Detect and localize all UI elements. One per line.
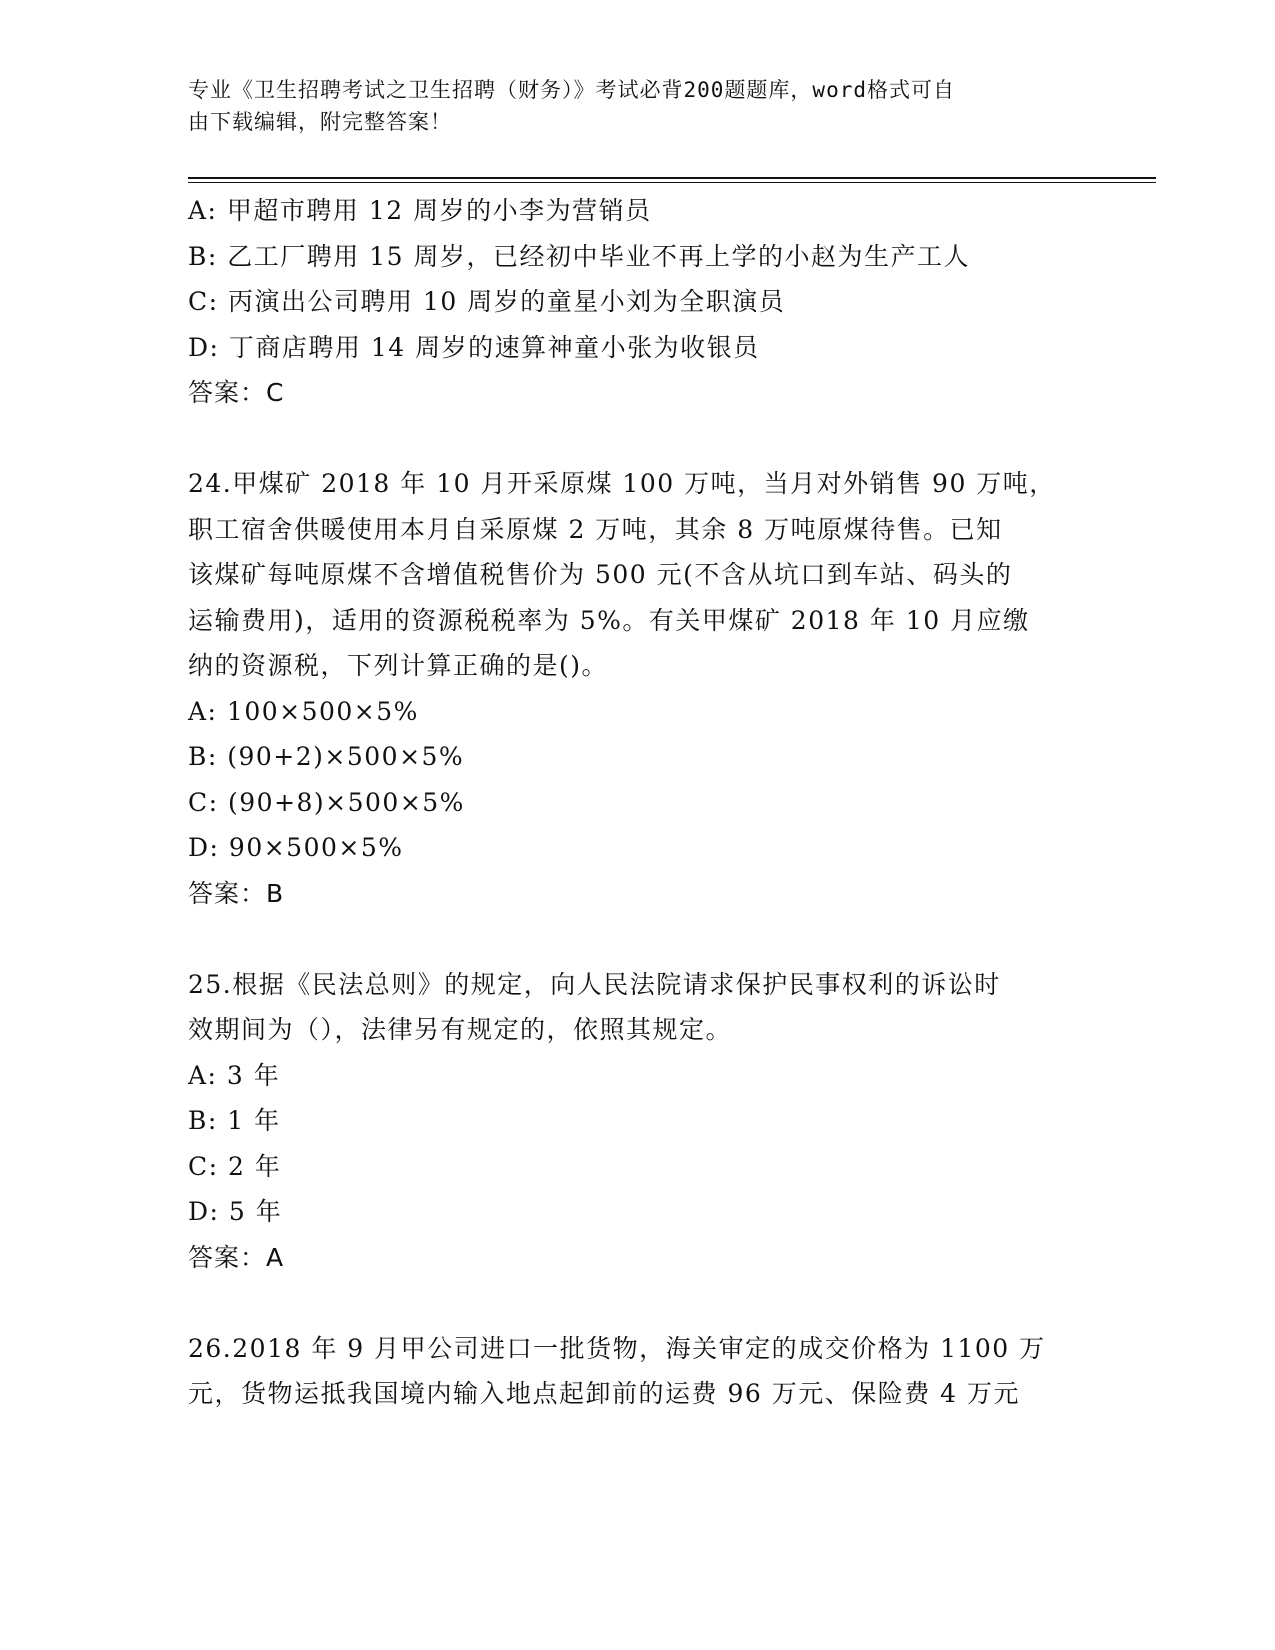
header-divider-thick bbox=[188, 177, 1156, 179]
question-text-line: 25.根据《民法总则》的规定，向人民法院请求保护民事权利的诉讼时 bbox=[188, 969, 1001, 999]
spacer bbox=[188, 1280, 1088, 1326]
option-b: B: 1 年 bbox=[188, 1106, 281, 1135]
header-line-2: 由下载编辑，附完整答案！ bbox=[188, 110, 452, 134]
question-text-line: 该煤矿每吨原煤不含增值税售价为 500 元(不含从坑口到车站、码头的 bbox=[188, 560, 1013, 589]
question-text-line: 24.甲煤矿 2018 年 10 月开采原煤 100 万吨，当月对外销售 90 万吨， bbox=[188, 469, 1056, 498]
answer-line: 答案：A bbox=[188, 1242, 285, 1272]
option-a: A: 甲超市聘用 12 周岁的小李为营销员 bbox=[188, 196, 652, 225]
document-header bbox=[188, 74, 1068, 138]
question-text-line: 26.2018 年 9 月甲公司进口一批货物，海关审定的成交价格为 1100 万 bbox=[188, 1333, 1046, 1363]
question-text-line: 效期间为（），法律另有规定的，依照其规定。 bbox=[188, 1015, 733, 1044]
option-d: D: 90×500×5% bbox=[188, 833, 404, 862]
question-text-line: 职工宿舍供暖使用本月自采原煤 2 万吨，其余 8 万吨原煤待售。已知 bbox=[188, 514, 1003, 544]
question-24 bbox=[188, 461, 1088, 916]
option-a: A: 100×500×5% bbox=[188, 696, 419, 726]
option-b: B: (90+2)×500×5% bbox=[188, 742, 465, 771]
option-a: A: 3 年 bbox=[188, 1060, 281, 1090]
header-line-1: 专业《卫生招聘考试之卫生招聘（财务）》考试必背200题题库，word格式可自 bbox=[188, 78, 955, 102]
question-26 bbox=[188, 1326, 1088, 1417]
option-d: D: 5 年 bbox=[188, 1197, 283, 1226]
spacer bbox=[188, 416, 1088, 462]
question-23 bbox=[188, 188, 1088, 416]
answer-line: 答案：C bbox=[188, 378, 285, 407]
question-25 bbox=[188, 962, 1088, 1281]
option-c: C: 丙演出公司聘用 10 周岁的童星小刘为全职演员 bbox=[188, 287, 786, 316]
option-c: C: 2 年 bbox=[188, 1151, 282, 1181]
header-divider-thin bbox=[188, 182, 1156, 183]
question-text-line: 运输费用)，适用的资源税税率为 5%。有关甲煤矿 2018 年 10 月应缴 bbox=[188, 605, 1030, 635]
option-d: D: 丁商店聘用 14 周岁的速算神童小张为收银员 bbox=[188, 332, 760, 362]
option-c: C: (90+8)×500×5% bbox=[188, 787, 465, 817]
question-list bbox=[188, 188, 1088, 1417]
question-text-line: 纳的资源税，下列计算正确的是()。 bbox=[188, 651, 609, 680]
spacer bbox=[188, 916, 1088, 962]
question-text-line: 元，货物运抵我国境内输入地点起卸前的运费 96 万元、保险费 4 万元 bbox=[188, 1379, 1021, 1408]
option-b: B: 乙工厂聘用 15 周岁，已经初中毕业不再上学的小赵为生产工人 bbox=[188, 241, 970, 271]
answer-line: 答案：B bbox=[188, 878, 285, 908]
